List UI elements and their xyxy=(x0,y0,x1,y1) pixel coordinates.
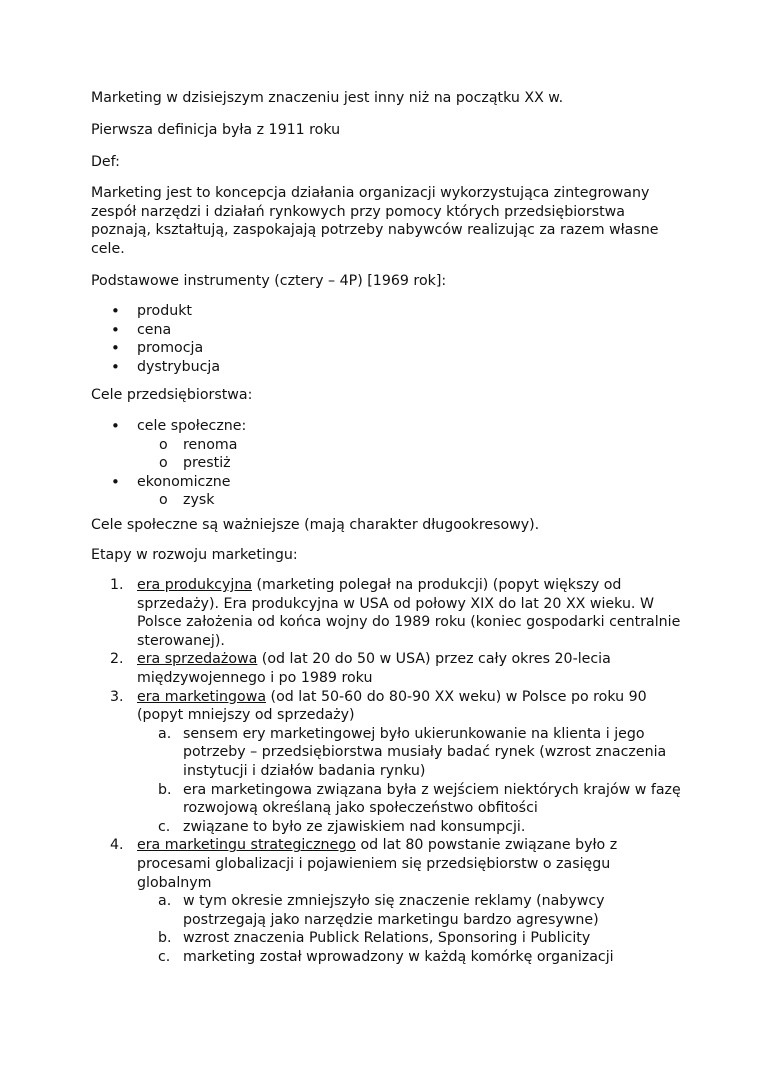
list-item: • produkt xyxy=(91,302,681,321)
sub-list-item: o prestiż xyxy=(137,454,681,473)
stage-sub-item xyxy=(137,781,681,818)
def-label: Def: xyxy=(91,154,120,170)
stage-number: 4. xyxy=(110,837,124,854)
sub-list-item: o zysk xyxy=(137,491,681,510)
list-item: • cena xyxy=(91,321,681,340)
stage-sub-item xyxy=(137,818,681,837)
first-definition-paragraph: Pierwsza definicja była z 1911 roku xyxy=(91,122,341,138)
era-name: era produkcyjna xyxy=(137,577,253,593)
sub-text: sensem ery marketingowej było ukierunkowanie na klienta i jego potrzeby – przedsiębiorstwa musiały badać rynek (wzrost znaczenia instytucji i działów badania rynku) xyxy=(183,725,667,779)
list-item xyxy=(91,417,681,473)
stage-number: 2. xyxy=(110,651,124,668)
era-name: era marketingowa xyxy=(137,688,267,705)
sub-text: związane to było ze zjawiskiem nad konsumpcji. xyxy=(183,818,526,835)
stage-item xyxy=(91,836,681,966)
stages-list xyxy=(91,576,681,966)
instruments-list xyxy=(91,302,681,376)
sub-letter: b. xyxy=(158,781,172,798)
sub-letter: a. xyxy=(158,725,172,742)
goal-label: cele społeczne: xyxy=(137,418,247,434)
sub-text: era marketingowa związana była z wejściem niektórych krajów w fazę rozwojową określaną jako społeczeństwo obfitości xyxy=(183,781,681,817)
sub-letter: c. xyxy=(158,948,171,965)
intro-paragraph: Marketing w dzisiejszym znaczeniu jest inny niż na początku XX w. xyxy=(91,90,564,106)
stage-item xyxy=(91,688,681,837)
sub-letter: c. xyxy=(158,818,171,835)
goals-heading: Cele przedsiębiorstwa: xyxy=(91,387,253,403)
list-item: • promocja xyxy=(91,339,681,358)
sub-text: wzrost znaczenia Publick Relations, Sponsoring i Publicity xyxy=(183,930,591,947)
sub-list xyxy=(137,436,681,473)
list-item: • dystrybucja xyxy=(91,358,681,377)
era-name: era sprzedażowa xyxy=(137,651,258,668)
era-name: era marketingu strategicznego xyxy=(137,837,356,854)
stage-text: (od lat 50-60 do 80-90 XX weku) w Polsce po roku 90 (popyt mniejszy od sprzedaży) xyxy=(137,688,647,724)
stage-sub-item xyxy=(137,725,681,781)
stage-item xyxy=(91,650,681,687)
goal-label: ekonomiczne xyxy=(137,473,231,490)
stage-text: od lat 80 powstanie związane było z procesami globalizacji i pojawieniem się przedsiębiorstw o zasięgu globalnym xyxy=(137,837,618,891)
stage-item xyxy=(91,576,681,650)
sub-text: marketing został wprowadzony w każdą komórkę organizacji xyxy=(183,948,614,965)
stage-sub-list xyxy=(137,725,681,837)
definition-paragraph: Marketing jest to koncepcja działania organizacji wykorzystująca zintegrowany zespół narzędzi i działań rynkowych przy pomocy których przedsiębiorstwa poznają, kształtują, zaspokajają potrzeby nabywców realizując za razem własne cele. xyxy=(91,185,659,257)
sub-letter: a. xyxy=(158,893,172,910)
stage-sub-item xyxy=(137,929,681,948)
sub-text: w tym okresie zmniejszyło się znaczenie reklamy (nabywcy postrzegają jako narzędzie marketingu bardzo agresywne) xyxy=(183,893,605,928)
stage-sub-item xyxy=(137,892,681,929)
stage-number: 3. xyxy=(110,688,124,705)
goals-list xyxy=(91,417,681,510)
stage-text: (marketing polegał na produkcji) (popyt większy od sprzedaży). Era produkcyjna w USA od połowy XIX do lat 20 XX wieku. W Polsce założenia od końca wojny do 1989 roku (koniec gospodarki centralnie sterowanej). xyxy=(137,577,681,649)
stage-number: 1. xyxy=(110,577,124,593)
stage-text: (od lat 20 do 50 w USA) przez cały okres 20-lecia międzywojennego i po 1989 roku xyxy=(137,651,611,686)
list-item xyxy=(91,473,681,510)
social-goals-paragraph: Cele społeczne są ważniejsze (mają charakter długookresowy). xyxy=(91,517,540,533)
sub-list-item: o renoma xyxy=(137,436,681,455)
sub-list xyxy=(137,491,681,510)
stage-sub-list xyxy=(137,892,681,966)
instruments-heading: Podstawowe instrumenty (cztery – 4P) [1969 rok]: xyxy=(91,273,447,289)
stages-heading: Etapy w rozwoju marketingu: xyxy=(91,547,298,563)
stage-sub-item xyxy=(137,948,681,967)
sub-letter: b. xyxy=(158,930,172,947)
